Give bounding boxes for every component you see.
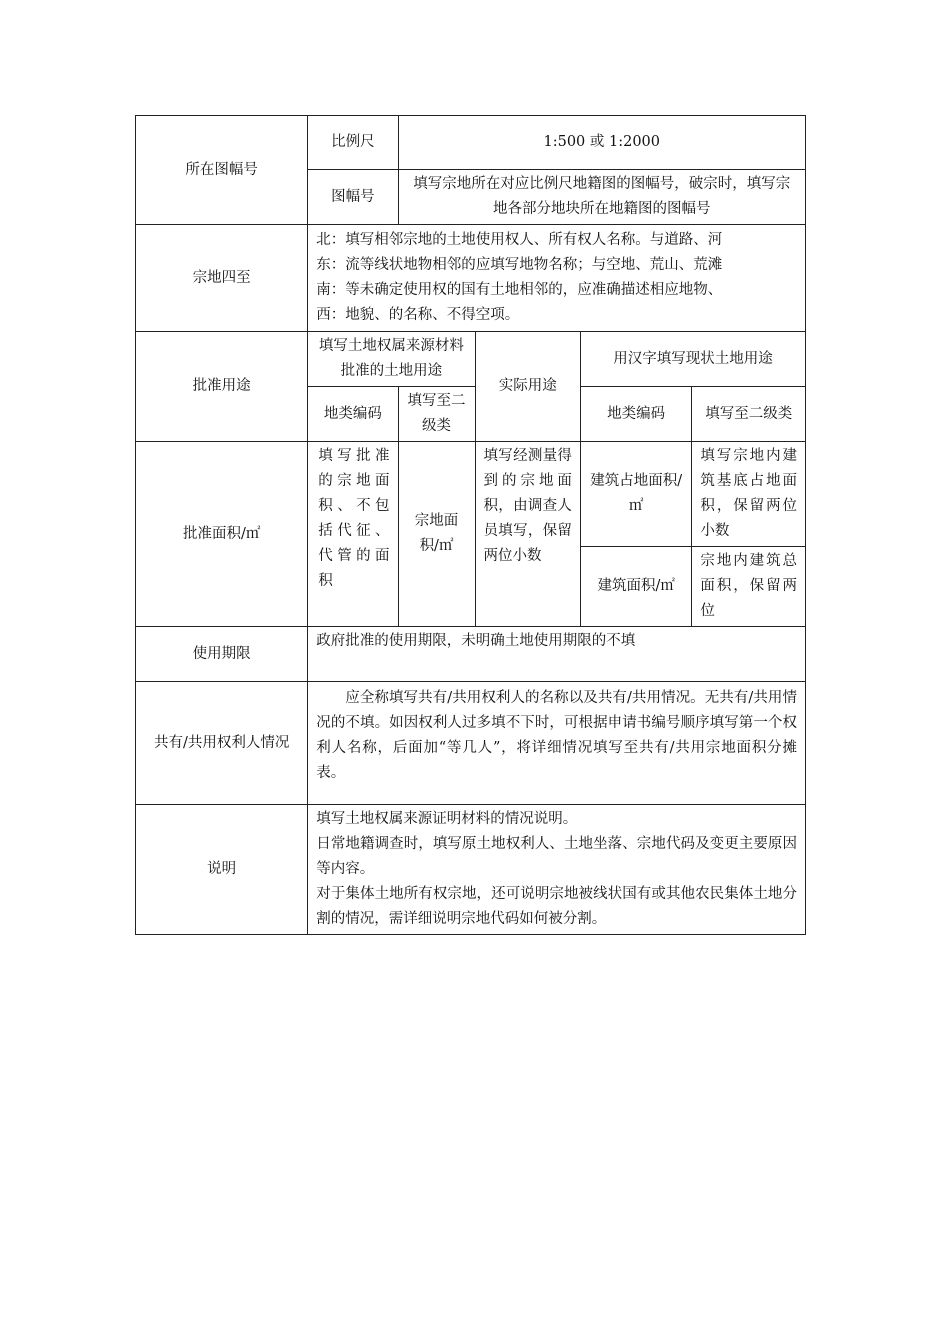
parcel-info-table: [135, 115, 806, 935]
co-owners-label: 共有/共用权利人情况: [136, 682, 308, 805]
floor-area-desc: 宗地内建筑总面积，保留两位: [692, 547, 806, 627]
notes-label: 说明: [136, 805, 308, 935]
scale-value: 1:500 或 1:2000: [398, 116, 806, 170]
scale-label: 比例尺: [308, 116, 398, 170]
current-second-level-class-label: 填写至二级类: [692, 387, 806, 442]
map-sheet-label: 所在图幅号: [136, 116, 308, 225]
parcel-area-label: 宗地面积/㎡: [398, 442, 475, 627]
boundary-line-west: 西：地貌、的名称、不得空项。: [316, 307, 520, 323]
boundaries-label: 宗地四至: [136, 225, 308, 332]
sheet-number-label: 图幅号: [308, 170, 398, 225]
measured-area-desc: 填写经测量得到的宗地面积，由调查人员填写，保留两位小数: [475, 442, 580, 627]
boundary-line-east: 东：流等线状地物相邻的应填写地物名称；与空地、荒山、荒滩: [316, 257, 723, 273]
floor-area-label: 建筑面积/㎡: [580, 547, 691, 627]
notes-line: 日常地籍调查时，填写原土地权利人、土地坐落、宗地代码及变更主要原因等内容。: [316, 836, 797, 877]
notes-value: [308, 805, 806, 935]
notes-line: 对于集体土地所有权宗地，还可说明宗地被线状国有或其他农民集体土地分割的情况，需详细说明宗地代码如何被分割。: [316, 886, 797, 927]
term-label: 使用期限: [136, 627, 308, 682]
approved-area-label: 批准面积/㎡: [136, 442, 308, 627]
term-value: 政府批准的使用期限，未明确土地使用期限的不填: [308, 627, 806, 682]
land-class-code-label: 地类编码: [308, 387, 398, 442]
approved-use-label: 批准用途: [136, 332, 308, 442]
approved-area-desc: 填写批准的宗地面积、不包括代征、代管的面积: [308, 442, 398, 627]
sheet-number-value: 填写宗地所在对应比例尺地籍图的图幅号，破宗时，填写宗地各部分地块所在地籍图的图幅号: [398, 170, 806, 225]
building-footprint-label: 建筑占地面积/㎡: [580, 442, 691, 547]
notes-line: 填写土地权属来源证明材料的情况说明。: [316, 811, 578, 827]
current-use-header: 用汉字填写现状土地用途: [580, 332, 805, 387]
actual-use-label: 实际用途: [475, 332, 580, 442]
current-land-class-code-label: 地类编码: [580, 387, 691, 442]
boundaries-value: [308, 225, 806, 332]
boundary-line-north: 北：填写相邻宗地的土地使用权人、所有权人名称。与道路、河: [316, 232, 723, 248]
second-level-class-label: 填写至二级类: [398, 387, 475, 442]
building-footprint-desc: 填写宗地内建筑基底占地面积，保留两位小数: [692, 442, 806, 547]
co-owners-value: 应全称填写共有/共用权利人的名称以及共有/共用情况。无共有/共用情况的不填。如因权利人过多填不下时，可根据申请书编号顺序填写第一个权利人名称，后面加“等几人”，将详细情况填写至共有/共用宗地面积分摊表。: [308, 682, 806, 805]
boundary-line-south: 南：等未确定使用权的国有土地相邻的，应准确描述相应地物、: [316, 282, 723, 298]
approved-use-header: 填写土地权属来源材料批准的土地用途: [308, 332, 475, 387]
